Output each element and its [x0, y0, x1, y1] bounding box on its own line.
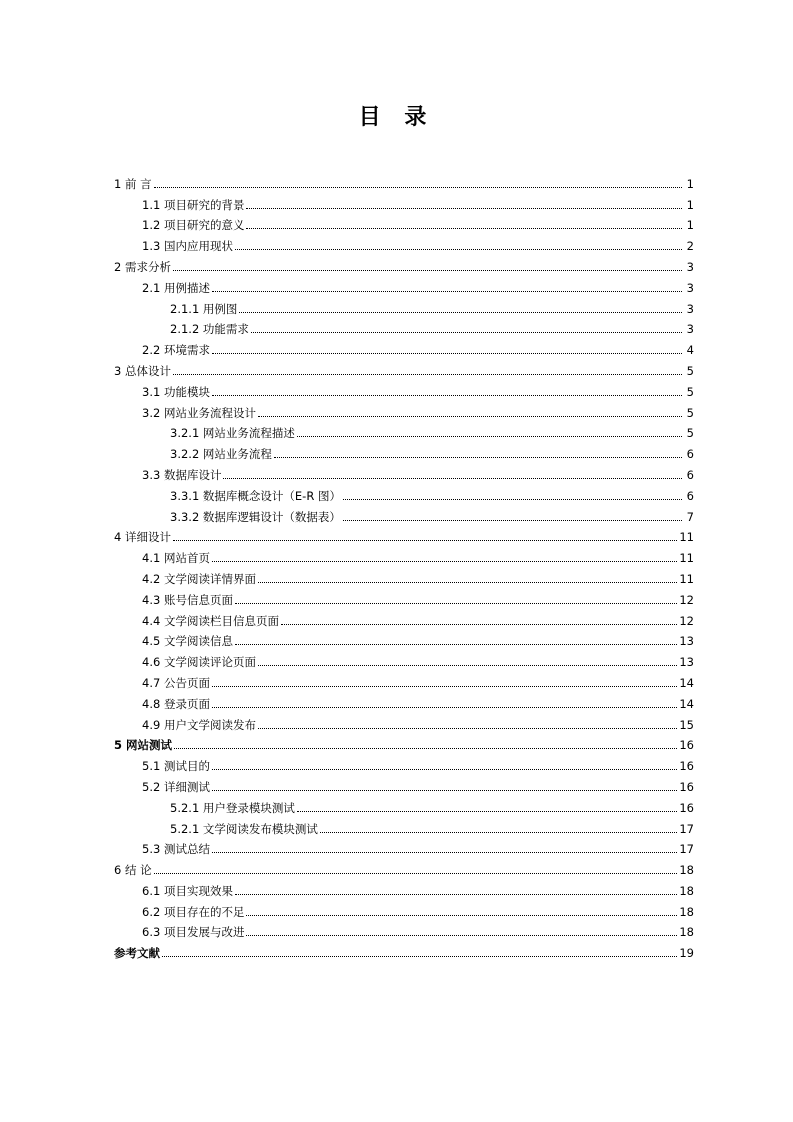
toc-entry-label: 2.1.1 用例图 [170, 301, 238, 316]
toc-entry-page-number: 14 [679, 696, 694, 711]
toc-entry-page-number: 1 [686, 218, 694, 233]
dot-leader [212, 394, 682, 396]
dot-leader [246, 227, 682, 229]
toc-entry-page-number: 5 [686, 405, 694, 420]
toc-entry-page-number: 6 [686, 488, 694, 503]
toc-entry[interactable] [114, 711, 694, 732]
toc-entry[interactable] [114, 939, 694, 960]
toc-entry-label: 6.1 项目实现效果 [142, 883, 233, 898]
dot-leader [173, 269, 682, 271]
dot-leader [174, 747, 677, 749]
toc-entry[interactable] [114, 212, 694, 233]
dot-leader [258, 415, 682, 417]
toc-entry-page-number: 6 [686, 447, 694, 462]
toc-entry[interactable] [114, 378, 694, 399]
toc-entry[interactable] [114, 856, 694, 877]
toc-entry-label: 5.2.1 文学阅读发布模块测试 [170, 821, 318, 836]
dot-leader [239, 311, 682, 313]
toc-entry[interactable] [114, 503, 694, 524]
toc-entry-page-number: 17 [679, 821, 694, 836]
toc-entry[interactable] [114, 524, 694, 545]
table-of-contents [114, 170, 694, 960]
toc-entry-page-number: 14 [679, 675, 694, 690]
toc-entry-label: 4.9 用户文学阅读发布 [142, 717, 256, 732]
toc-entry-page-number: 13 [679, 634, 694, 649]
toc-entry-label: 3.2.1 网站业务流程描述 [170, 426, 295, 441]
toc-entry[interactable] [114, 794, 694, 815]
toc-entry[interactable] [114, 316, 694, 337]
toc-entry-page-number: 18 [679, 863, 694, 878]
toc-entry-label: 4.1 网站首页 [142, 551, 210, 566]
toc-entry-label: 1.2 项目研究的意义 [142, 218, 245, 233]
dot-leader [343, 519, 682, 521]
toc-entry-page-number: 12 [679, 592, 694, 607]
toc-entry-label: 3.3.2 数据库逻辑设计（数据表） [170, 509, 341, 524]
dot-leader [258, 581, 677, 583]
toc-entry-page-number: 1 [686, 197, 694, 212]
toc-entry[interactable] [114, 170, 694, 191]
toc-entry-label: 6.2 项目存在的不足 [142, 904, 245, 919]
toc-entry-label: 5 网站测试 [114, 738, 173, 753]
toc-entry-page-number: 2 [686, 239, 694, 254]
toc-entry-page-number: 18 [679, 925, 694, 940]
toc-entry-page-number: 11 [679, 530, 694, 545]
toc-entry[interactable] [114, 669, 694, 690]
toc-entry-label: 1.3 国内应用现状 [142, 239, 233, 254]
page-title: 目 录 [358, 105, 435, 130]
toc-entry-page-number: 3 [686, 280, 694, 295]
toc-entry-page-number: 17 [679, 842, 694, 857]
dot-leader [258, 664, 677, 666]
toc-entry[interactable] [114, 544, 694, 565]
toc-entry[interactable] [114, 399, 694, 420]
dot-leader [162, 955, 677, 957]
toc-entry-label: 4.5 文学阅读信息 [142, 634, 233, 649]
dot-leader [212, 685, 677, 687]
dot-leader [154, 872, 678, 874]
toc-entry-page-number: 13 [679, 655, 694, 670]
dot-leader [212, 560, 677, 562]
toc-entry-label: 5.2.1 用户登录模块测试 [170, 800, 295, 815]
toc-entry-label: 3.3.1 数据库概念设计（E-R 图） [170, 488, 341, 503]
dot-leader [212, 706, 677, 708]
toc-entry-label: 4.4 文学阅读栏目信息页面 [142, 613, 279, 628]
toc-entry-label: 4.3 账号信息页面 [142, 592, 233, 607]
toc-entry[interactable] [114, 628, 694, 649]
dot-leader [281, 623, 677, 625]
toc-entry-label: 2.1.2 功能需求 [170, 322, 249, 337]
toc-entry-page-number: 5 [686, 363, 694, 378]
dot-leader [235, 893, 677, 895]
toc-entry[interactable] [114, 877, 694, 898]
toc-entry[interactable] [114, 898, 694, 919]
toc-entry[interactable] [114, 461, 694, 482]
toc-entry-page-number: 12 [679, 613, 694, 628]
toc-entry-page-number: 16 [679, 759, 694, 774]
toc-entry[interactable] [114, 482, 694, 503]
toc-entry-label: 4.7 公告页面 [142, 675, 210, 690]
toc-entry-label: 5.2 详细测试 [142, 779, 210, 794]
dot-leader [251, 331, 682, 333]
dot-leader [297, 435, 682, 437]
toc-entry[interactable] [114, 232, 694, 253]
toc-entry[interactable] [114, 586, 694, 607]
dot-leader [297, 810, 677, 812]
toc-entry-page-number: 4 [686, 343, 694, 358]
toc-entry-label: 参考文献 [114, 946, 160, 961]
toc-entry-label: 4 详细设计 [114, 530, 171, 545]
toc-entry[interactable] [114, 732, 694, 753]
dot-leader [320, 831, 677, 833]
toc-entry-label: 1.1 项目研究的背景 [142, 197, 245, 212]
dot-leader [212, 290, 682, 292]
toc-entry-page-number: 5 [686, 384, 694, 399]
toc-entry[interactable] [114, 440, 694, 461]
toc-entry-page-number: 3 [686, 259, 694, 274]
toc-entry-page-number: 16 [679, 779, 694, 794]
toc-entry-page-number: 18 [679, 883, 694, 898]
toc-entry[interactable] [114, 357, 694, 378]
dot-leader [258, 727, 677, 729]
dot-leader [154, 186, 682, 188]
toc-entry[interactable] [114, 274, 694, 295]
dot-leader [246, 934, 677, 936]
toc-entry-page-number: 11 [679, 571, 694, 586]
dot-leader [235, 602, 677, 604]
dot-leader [212, 768, 677, 770]
toc-entry-page-number: 16 [679, 738, 694, 753]
toc-entry-page-number: 6 [686, 467, 694, 482]
toc-entry[interactable] [114, 690, 694, 711]
toc-entry[interactable] [114, 815, 694, 836]
toc-entry-label: 3.2.2 网站业务流程 [170, 447, 272, 462]
toc-entry-page-number: 18 [679, 904, 694, 919]
dot-leader [274, 456, 682, 458]
toc-entry[interactable] [114, 336, 694, 357]
toc-entry-page-number: 7 [686, 509, 694, 524]
toc-entry[interactable] [114, 752, 694, 773]
toc-entry-page-number: 3 [686, 301, 694, 316]
toc-entry[interactable] [114, 773, 694, 794]
dot-leader [223, 477, 682, 479]
toc-entry[interactable] [114, 420, 694, 441]
toc-entry[interactable] [114, 565, 694, 586]
toc-entry-label: 3.3 数据库设计 [142, 467, 222, 482]
toc-entry-page-number: 3 [686, 322, 694, 337]
toc-entry-page-number: 15 [679, 717, 694, 732]
toc-entry-page-number: 19 [679, 946, 694, 961]
dot-leader [235, 248, 682, 250]
toc-entry[interactable] [114, 253, 694, 274]
dot-leader [246, 914, 677, 916]
toc-entry-label: 3.2 网站业务流程设计 [142, 405, 256, 420]
toc-entry-label: 6 结 论 [114, 863, 152, 878]
toc-entry-label: 3.1 功能模块 [142, 384, 210, 399]
toc-entry-label: 4.6 文学阅读评论页面 [142, 655, 256, 670]
toc-entry-label: 2.1 用例描述 [142, 280, 210, 295]
toc-entry[interactable] [114, 648, 694, 669]
toc-entry-label: 4.2 文学阅读详情界面 [142, 571, 256, 586]
toc-entry-page-number: 1 [686, 176, 694, 191]
toc-entry-label: 6.3 项目发展与改进 [142, 925, 245, 940]
dot-leader [212, 352, 682, 354]
dot-leader [235, 643, 677, 645]
toc-entry[interactable] [114, 607, 694, 628]
toc-entry-label: 3 总体设计 [114, 363, 171, 378]
toc-entry[interactable] [114, 191, 694, 212]
toc-entry[interactable] [114, 836, 694, 857]
toc-entry-page-number: 16 [679, 800, 694, 815]
dot-leader [343, 498, 682, 500]
toc-entry-page-number: 5 [686, 426, 694, 441]
dot-leader [212, 851, 677, 853]
toc-entry-label: 2.2 环境需求 [142, 343, 210, 358]
toc-entry[interactable] [114, 919, 694, 940]
toc-entry[interactable] [114, 295, 694, 316]
toc-entry-label: 5.3 测试总结 [142, 842, 210, 857]
dot-leader [246, 207, 682, 209]
toc-entry-label: 5.1 测试目的 [142, 759, 210, 774]
dot-leader [212, 789, 677, 791]
toc-entry-label: 2 需求分析 [114, 259, 171, 274]
toc-entry-page-number: 11 [679, 551, 694, 566]
toc-entry-label: 1 前 言 [114, 176, 152, 191]
toc-entry-label: 4.8 登录页面 [142, 696, 210, 711]
dot-leader [173, 539, 677, 541]
dot-leader [173, 373, 682, 375]
